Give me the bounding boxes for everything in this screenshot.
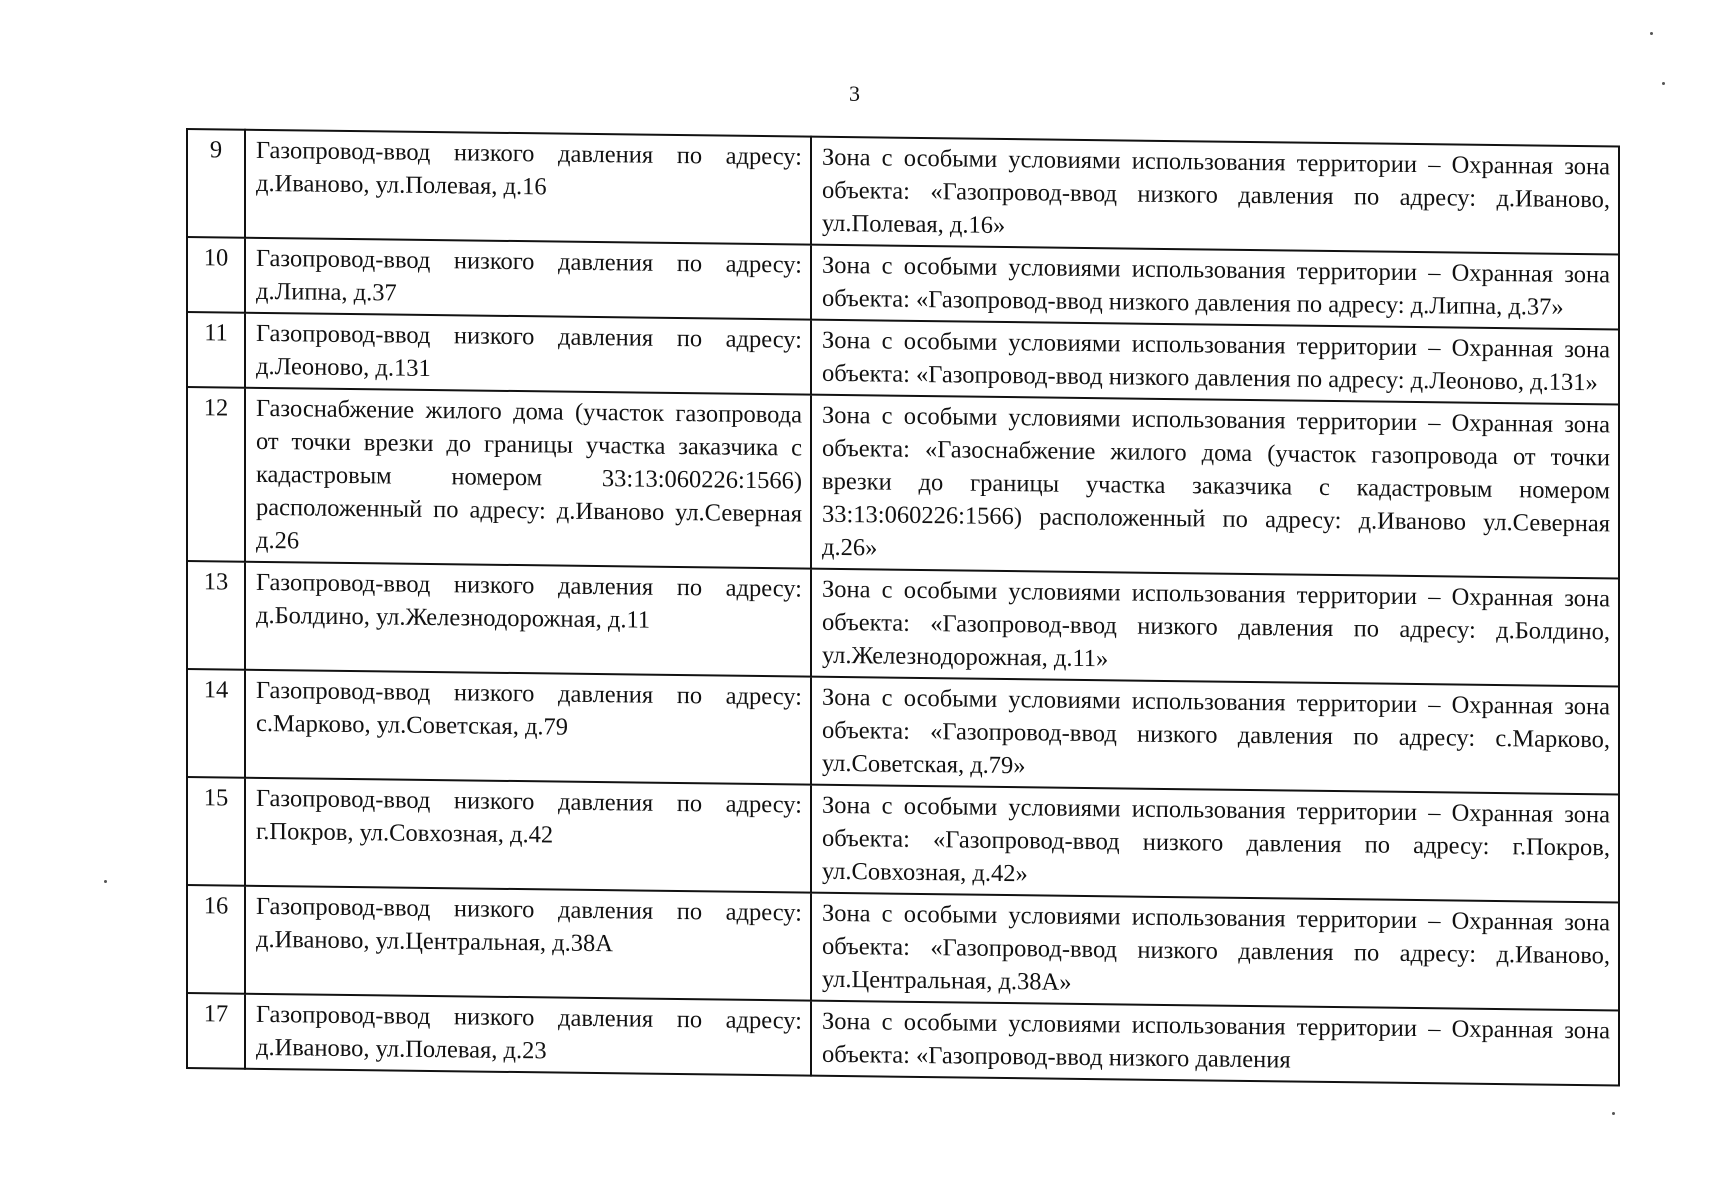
scan-speck [1612,1112,1615,1115]
zones-table [186,128,1620,1087]
zone-description-cell: Зона с особыми условиями использования территории – Охранная зона объекта: «Газопровод-ввод низкого давления по адресу: д.Болдино, ул.Железнодорожная, д.11» [811,569,1619,687]
object-name-cell: Газопровод-ввод низкого давления по адресу: д.Липна, д.37 [245,238,811,320]
zone-description-cell: Зона с особыми условиями использования территории – Охранная зона объекта: «Газопровод-ввод низкого давления по адресу: с.Марково, ул.Советская, д.79» [811,677,1619,795]
zone-description-cell: Зона с особыми условиями использования территории – Охранная зона объекта: «Газопровод-ввод низкого давления по адресу: д.Иваново, ул.Полевая, д.16» [811,137,1619,255]
row-number: 15 [187,777,245,886]
zone-description-cell: Зона с особыми условиями использования территории – Охранная зона объекта: «Газопровод-ввод низкого давления [811,1001,1619,1086]
object-name-cell: Газопровод-ввод низкого давления по адресу: г.Покров, ул.Совхозная, д.42 [245,778,811,893]
zone-description-cell: Зона с особыми условиями использования территории – Охранная зона объекта: «Газопровод-ввод низкого давления по адресу: г.Покров, ул.Совхозная, д.42» [811,785,1619,903]
object-name-cell: Газоснабжение жилого дома (участок газопровода от точки врезки до границы участка заказчика с кадастровым номером 33:13:060226:1566) расположенный по адресу: д.Иваново ул.Северная д.26 [245,388,811,569]
row-number: 9 [187,129,245,238]
object-name-cell: Газопровод-ввод низкого давления по адресу: с.Марково, ул.Советская, д.79 [245,670,811,785]
table-row [187,669,1619,794]
row-number: 10 [187,237,245,313]
object-name-cell: Газопровод-ввод низкого давления по адресу: д.Иваново, ул.Центральная, д.38А [245,886,811,1001]
scan-speck [1662,82,1665,85]
table-row [187,387,1619,578]
object-name-cell: Газопровод-ввод низкого давления по адресу: д.Леоново, д.131 [245,313,811,395]
row-number: 16 [187,885,245,994]
table-row [187,777,1619,902]
row-number: 14 [187,669,245,778]
zone-description-cell: Зона с особыми условиями использования территории – Охранная зона объекта: «Газоснабжение жилого дома (участок газопровода от точки врезки до границы участка заказчика с кадастровым номером 33:13:060226:1566) расположенный по адресу: д.Иваново ул.Северная д.26» [811,395,1619,579]
zone-description-cell: Зона с особыми условиями использования территории – Охранная зона объекта: «Газопровод-ввод низкого давления по адресу: д.Леоново, д.131» [811,320,1619,405]
row-number: 13 [187,561,245,670]
row-number: 11 [187,312,245,388]
row-number: 12 [187,387,245,562]
scan-speck [104,880,107,883]
table-row [187,885,1619,1010]
zone-description-cell: Зона с особыми условиями использования территории – Охранная зона объекта: «Газопровод-ввод низкого давления по адресу: д.Иваново, ул.Центральная, д.38А» [811,893,1619,1011]
page-number: 3 [849,81,860,106]
table-row [187,129,1619,254]
object-name-cell: Газопровод-ввод низкого давления по адресу: д.Иваново, ул.Полевая, д.16 [245,130,811,245]
object-name-cell: Газопровод-ввод низкого давления по адресу: д.Иваново, ул.Полевая, д.23 [245,994,811,1076]
zone-description-cell: Зона с особыми условиями использования территории – Охранная зона объекта: «Газопровод-ввод низкого давления по адресу: д.Липна, д.37» [811,245,1619,330]
object-name-cell: Газопровод-ввод низкого давления по адресу: д.Болдино, ул.Железнодорожная, д.11 [245,562,811,677]
scan-speck [1650,32,1653,35]
row-number: 17 [187,993,245,1069]
table-row [187,561,1619,686]
